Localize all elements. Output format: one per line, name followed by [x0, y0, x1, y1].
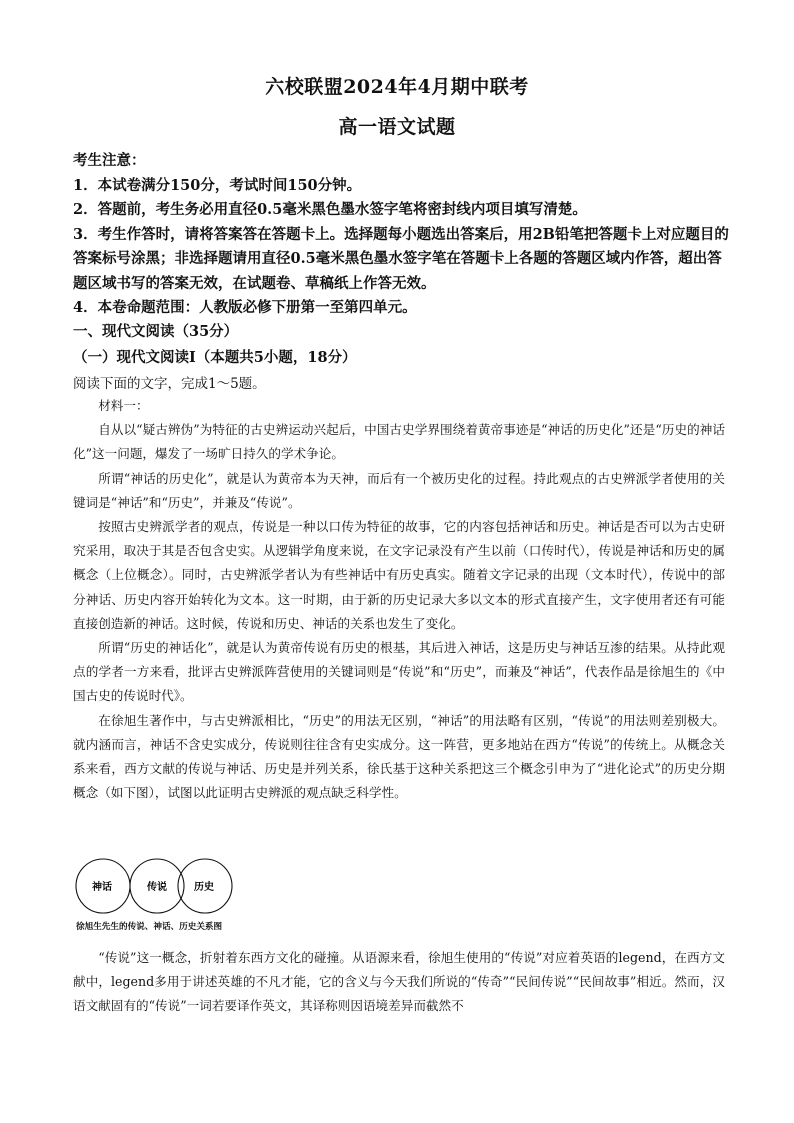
history-label: 历史: [194, 882, 214, 893]
legend-label: 传说: [147, 882, 167, 893]
note-item: 2．答题前，考生务必用直径0.5毫米黑色墨水签字笔将密封线内项目填写清楚。: [73, 201, 587, 218]
myth-label: 神话: [92, 882, 112, 893]
passage-body-continued: [73, 946, 725, 1019]
passage-paragraph: “传说”这一概念，折射着东西方文化的碰撞。从语源来看，徐旭生使用的“传说”对应着英语的legend，在西方文献中，legend多用于讲述英雄的不凡才能，它的含义与今天我们所说的“传奇”“民间传说”“民间故事”相近。然而，汉语文献固有的“传说”一词若要译作英文，其译称则因语境差异而截然不: [73, 950, 725, 1014]
exam-subtitle: 高一语文试题: [338, 116, 456, 138]
note-item: 1．本试卷满分150分，考试时间150分钟。: [73, 176, 362, 194]
passage-paragraph: 所谓“神话的历史化”，就是认为黄帝本为天神，而后有一个被历史化的过程。持此观点的古史辨派学者使用的关键词是“神话”和“历史”，并兼及“传说”。: [73, 470, 725, 510]
passage-paragraph: 在徐旭生著作中，与古史辨派相比，“历史”的用法无区别，“神话”的用法略有区别，“传说”的用法则差别极大。就内涵而言，神话不含史实成分，传说则往往含有史实成分。这一阵营，更多地站在西方“传说”的传统上。从概念关系来看，西方文献的传说与神话、历史是并列关系，徐氏基于这种关系把这三个概念引申为了“进化论式”的历史分期概念（如下图），试图以此证明古史辨派的观点缺乏科学性。: [73, 712, 725, 801]
diagram-caption: 徐旭生先生的传说、神话、历史关系图: [76, 922, 223, 932]
exam-title: 六校联盟2024年4月期中联考: [265, 76, 529, 98]
passage-paragraph: 自从以“疑古辨伪”为特征的古史辨运动兴起后，中国古史学界围绕着黄帝事迹是“神话的历史化”还是“历史的神话化”这一问题，爆发了一场旷日持久的学术争论。: [73, 422, 725, 462]
subsection-heading: （一）现代文阅读Ⅰ（本题共5小题，18分）: [73, 349, 357, 366]
notes-heading: 考生注意：: [73, 152, 146, 169]
passage-paragraph: 所谓“历史的神话化”，就是认为黄帝传说有历史的根基，其后进入神话，这是历史与神话互渗的结果。从持此观点的学者一方来看，批评古史辨派阵营使用的关键词则是“传说”和“历史”，而兼及“神话”，代表作品是徐旭生的《中国古史的传说时代》。: [73, 640, 725, 704]
passage-body: [73, 394, 725, 805]
exam-notes: [73, 149, 733, 321]
note-item: 3．考生作答时，请将答案答在答题卡上。选择题每小题选出答案后，用2B铅笔把答题卡上对应题目的答案标号涂黑；非选择题请用直径0.5毫米黑色墨水签字笔在答题卡上各题的答题区域内作答，超出答题区域书写的答案无效，在试题卷、草稿纸上作答无效。: [73, 225, 729, 292]
reading-instruction: 阅读下面的文字，完成1～5题。: [73, 376, 266, 392]
note-item: 4．本卷命题范围：人教版必修下册第一至第四单元。: [73, 299, 417, 316]
section-heading: 一、现代文阅读（35分）: [73, 323, 239, 340]
passage-paragraph: 按照古史辨派学者的观点，传说是一种以口传为特征的故事，它的内容包括神话和历史。神话是否可以为古史研究采用，取决于其是否包含史实。从逻辑学角度来说，在文字记录没有产生以前（口传时代），传说是神话和历史的属概念（上位概念）。同时，古史辨派学者认为有些神话中有历史真实。随着文字记录的出现（文本时代），传说中的部分神话、历史内容开始转化为文本。这一时期，由于新的历史记录大多以文本的形式直接产生，文字使用者还有可能直接创造新的神话。这时候，传说和历史、神话的关系也发生了变化。: [73, 519, 725, 631]
material-label: 材料一：: [98, 398, 149, 413]
